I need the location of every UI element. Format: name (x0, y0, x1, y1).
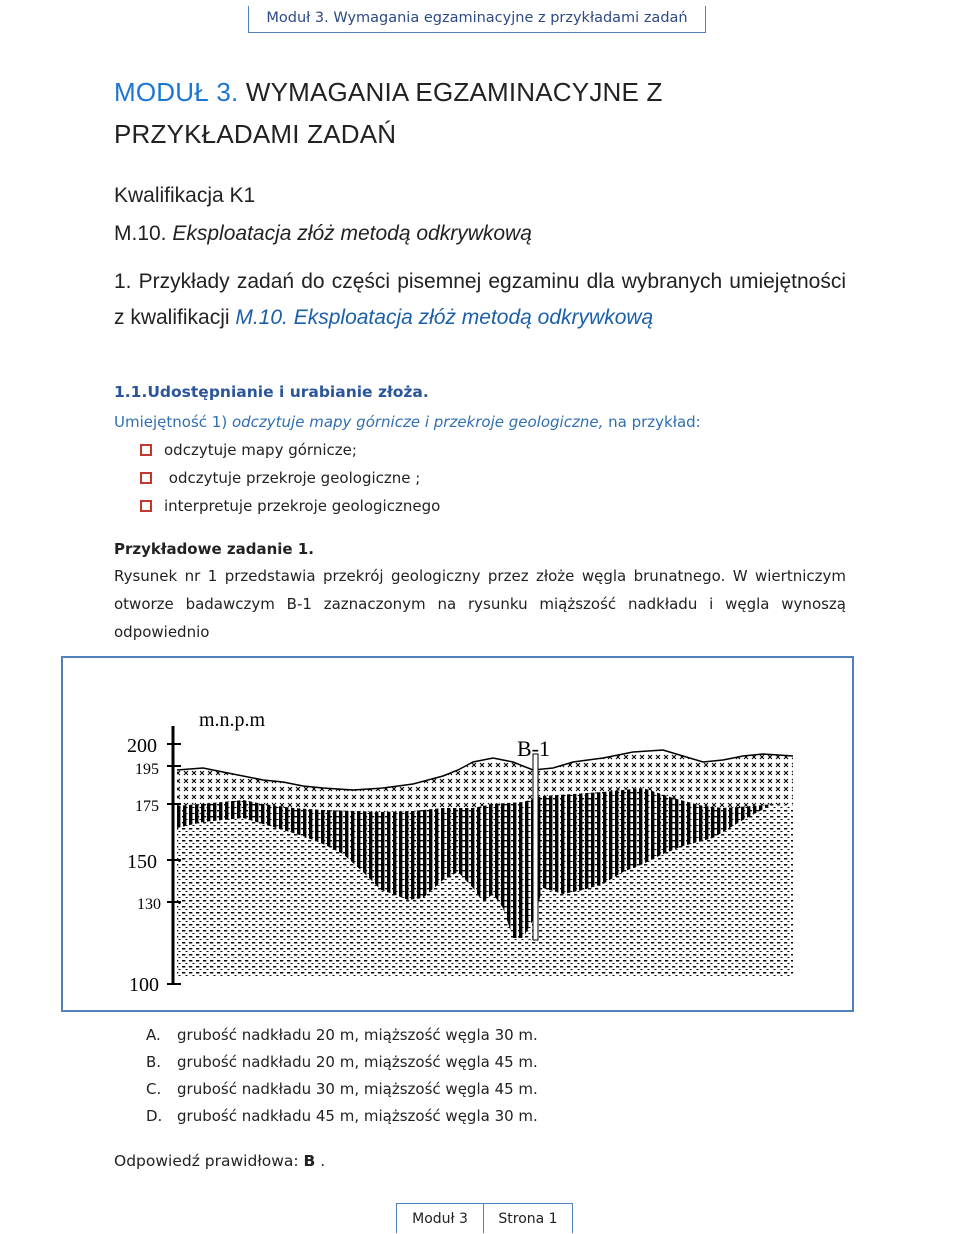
checkbox-bullet-icon (140, 500, 152, 512)
section-heading (114, 264, 846, 336)
title-rest: WYMAGANIA EGZAMINACYJNE Z PRZYKŁADAMI ZADAŃ (114, 77, 663, 149)
answer-letter: A. (146, 1026, 161, 1044)
bullet-text: odczytuje przekroje geologiczne ; (164, 469, 421, 487)
title-module: MODUŁ 3. (114, 77, 239, 107)
answer-letter: D. (146, 1107, 163, 1125)
qualification: Kwalifikacja K1 (114, 184, 256, 207)
checkbox-bullet-icon (140, 472, 152, 484)
list-item (140, 469, 420, 487)
answer-text: grubość nadkładu 20 m, miąższość węgla 45 m. (177, 1053, 538, 1071)
module-line (114, 222, 532, 246)
tick-label: 195 (135, 761, 159, 778)
skill-prefix: Umiejętność 1) (114, 413, 232, 431)
answer-letter: C. (146, 1080, 162, 1098)
tick-label: 175 (135, 798, 159, 815)
section-heading-italic: M.10. Eksploatacja złóż metodą odkrywkową (235, 306, 654, 329)
bullet-text: interpretuje przekroje geologicznego (164, 497, 441, 515)
skill-suffix: na przykład: (603, 413, 701, 431)
answer-letter: B. (146, 1053, 162, 1071)
example-text: Rysunek nr 1 przedstawia przekrój geologiczny przez złoże węgla brunatnego. W wiertniczym otworze badawczym B-1 zaznaczonym na rysunku miąższość nadkładu i węgla wynoszą odpowiednio (114, 567, 846, 641)
geological-cross-section (63, 658, 852, 1010)
answer-option-b (146, 1053, 538, 1071)
answer-option-a (146, 1026, 538, 1044)
correct-answer-value: B (303, 1152, 316, 1170)
example-title: Przykładowe zadanie 1. (114, 540, 314, 558)
tick-label: 100 (129, 974, 159, 996)
correct-answer-label: Odpowiedź prawidłowa: (114, 1152, 304, 1170)
tick-label: 200 (127, 735, 157, 757)
skill-line (114, 413, 854, 431)
answer-option-d (146, 1107, 538, 1125)
borehole-b1 (533, 754, 538, 940)
module-code: M.10. (114, 222, 167, 245)
bullet-text: odczytuje mapy górnicze; (164, 441, 357, 459)
correct-answer-end: . (315, 1152, 326, 1170)
header-text: Moduł 3. Wymagania egzaminacyjne z przykładami zadań (266, 10, 688, 26)
page-title (114, 71, 846, 155)
borehole-label: B-1 (517, 736, 550, 761)
checkbox-bullet-icon (140, 444, 152, 456)
answer-text: grubość nadkładu 45 m, miąższość węgla 30 m. (177, 1107, 538, 1125)
figure-frame (61, 656, 854, 1012)
list-item (140, 497, 440, 515)
answer-text: grubość nadkładu 20 m, miąższość węgla 30 m. (177, 1026, 538, 1044)
list-item (140, 441, 357, 459)
subsection-heading: 1.1.Udostępnianie i urabianie złoża. (114, 383, 429, 401)
module-name: Eksploatacja złóż metodą odkrywkową (172, 222, 532, 245)
skill-italic: odczytuje mapy górnicze i przekroje geologiczne, (231, 413, 604, 431)
axis-title: m.n.p.m (199, 709, 266, 731)
tick-label: 150 (127, 851, 157, 873)
answer-text: grubość nadkładu 30 m, miąższość węgla 45 m. (177, 1080, 538, 1098)
footer-module: Moduł 3 (396, 1203, 484, 1233)
section-heading-text: 1. Przykłady zadań do części pisemnej egzaminu dla wybranych umiejętności z kwalifikacji (114, 270, 846, 329)
correct-answer (114, 1152, 325, 1170)
tick-label: 130 (137, 896, 161, 913)
answer-option-c (146, 1080, 538, 1098)
footer-page: Strona 1 (484, 1203, 573, 1233)
